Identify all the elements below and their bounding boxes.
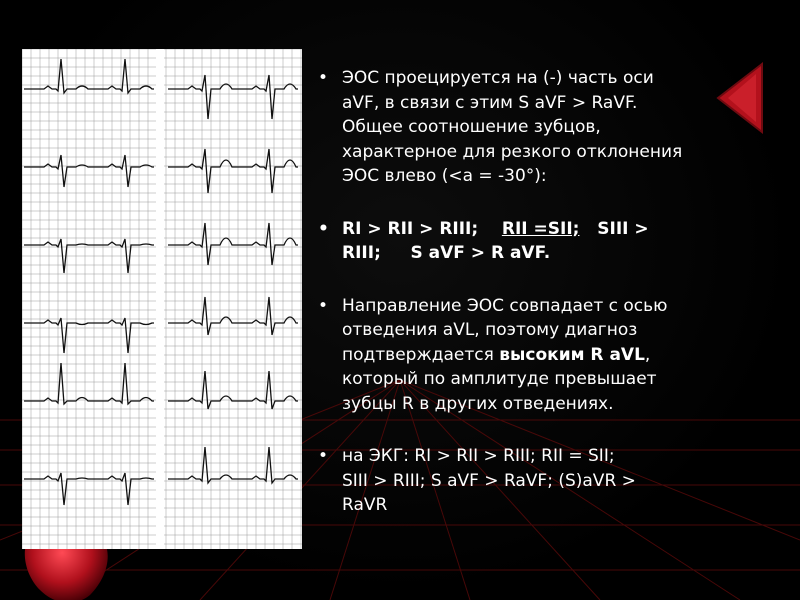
text-line: ЭОС проецируется на (-) часть оси	[342, 68, 654, 88]
text-fragment: ,	[644, 344, 651, 365]
ratio-siii: SIII >	[597, 218, 649, 239]
text-line	[342, 343, 768, 368]
text-fragment: подтверждается	[342, 344, 500, 365]
text-line: отведения aVL, поэтому диагноз	[342, 320, 638, 340]
bullet-icon: •	[318, 68, 329, 88]
text-line: aVF, в связи с этим S aVF > RaVF.	[342, 92, 638, 113]
bullet-avl-direction	[318, 294, 768, 417]
text-line: характерное для резкого отклонения	[342, 141, 683, 162]
ecg-image	[22, 49, 302, 549]
text-line	[342, 241, 768, 266]
bullet-icon: •	[318, 295, 329, 316]
bullet-icon: •	[318, 218, 329, 239]
bullet-wave-ratios	[318, 217, 768, 266]
bullet-list	[318, 66, 768, 518]
bullet-eos-projection	[318, 66, 768, 189]
text-line: SIII > RIII; S aVF > RaVF; (S)aVR >	[342, 470, 636, 491]
text-line: Общее соотношение зубцов,	[342, 117, 601, 137]
bullet-icon: •	[318, 446, 329, 466]
ratio-rii-sii: RII =SII;	[501, 218, 580, 239]
text-line: RaVR	[342, 495, 388, 515]
text-line	[342, 217, 768, 242]
bullet-ecg-summary	[318, 444, 768, 518]
ratio-r: RI > RII > RIII;	[342, 218, 479, 239]
ratio-avf: S aVF > R aVF.	[410, 243, 551, 263]
text-line: зубцы R в других отведениях.	[342, 393, 614, 414]
text-line: который по амплитуде превышает	[342, 369, 657, 389]
ratio-riii: RIII;	[342, 243, 381, 263]
text-line: ЭОС влево (<a = -30°):	[342, 166, 547, 186]
text-line: на ЭКГ: RI > RII > RIII; RII = SII;	[342, 446, 615, 466]
text-emphasis: высоким R aVL	[499, 344, 645, 365]
text-line: Направление ЭОС совпадает с осью	[342, 295, 668, 316]
